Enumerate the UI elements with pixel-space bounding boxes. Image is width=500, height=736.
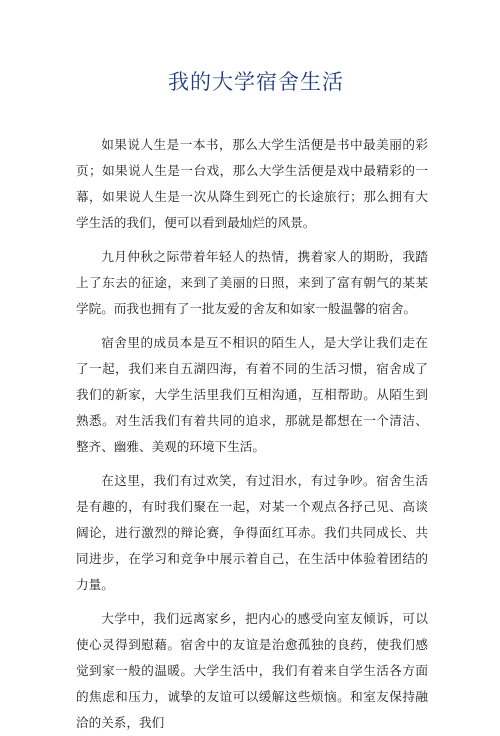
document-title: 我的大学宿舍生活 <box>168 70 344 94</box>
paragraph-1: 如果说人生是一本书，那么大学生活便是书中最美丽的彩页；如果说人生是一台戏，那么大学生活便是戏中最精彩的一幕，如果说人生是一次从降生到死亡的长途旅行；那么拥有大学生活的我们，便可以看到最灿烂的风景。 <box>76 137 428 230</box>
paragraph-5: 大学中，我们远离家乡，把内心的感受向室友倾诉，可以使心灵得到慰藉。宿舍中的友谊是治愈孤独的良药，使我们感觉到家一般的温暖。大学生活中，我们有着来自学生活各方面的焦虑和压力，诚挚的友谊可以缓解这些烦恼。和室友保持融洽的关系，我们 <box>76 611 428 730</box>
paragraph-2: 九月仲秋之际带着年轻人的热情，携着家人的期盼，我踏上了东去的征途，来到了美丽的日照，来到了富有朝气的某某学院。而我也拥有了一批友爱的舍友和如家一般温馨的宿舍。 <box>76 249 428 316</box>
paragraph-4: 在这里，我们有过欢笑，有过泪水，有过争吵。宿舍生活是有趣的，有时我们聚在一起，对某一个观点各抒己见、高谈阔论，进行激烈的辩论赛，争得面红耳赤。我们共同成长、共同进步，在学习和竞争中展示着自己，在生活中体验着团结的力量。 <box>76 473 428 592</box>
document-body <box>76 132 428 736</box>
paragraph-3: 宿舍里的成员本是互不相识的陌生人，是大学让我们走在了一起，我们来自五湖四海，有着不同的生活习惯，宿舍成了我们的新家，大学生活里我们互相沟通，互相帮助。从陌生到熟悉。对生活我们有着共同的追求，那就是都想在一个清洁、整齐、幽雅、美观的环境下生活。 <box>76 335 428 454</box>
